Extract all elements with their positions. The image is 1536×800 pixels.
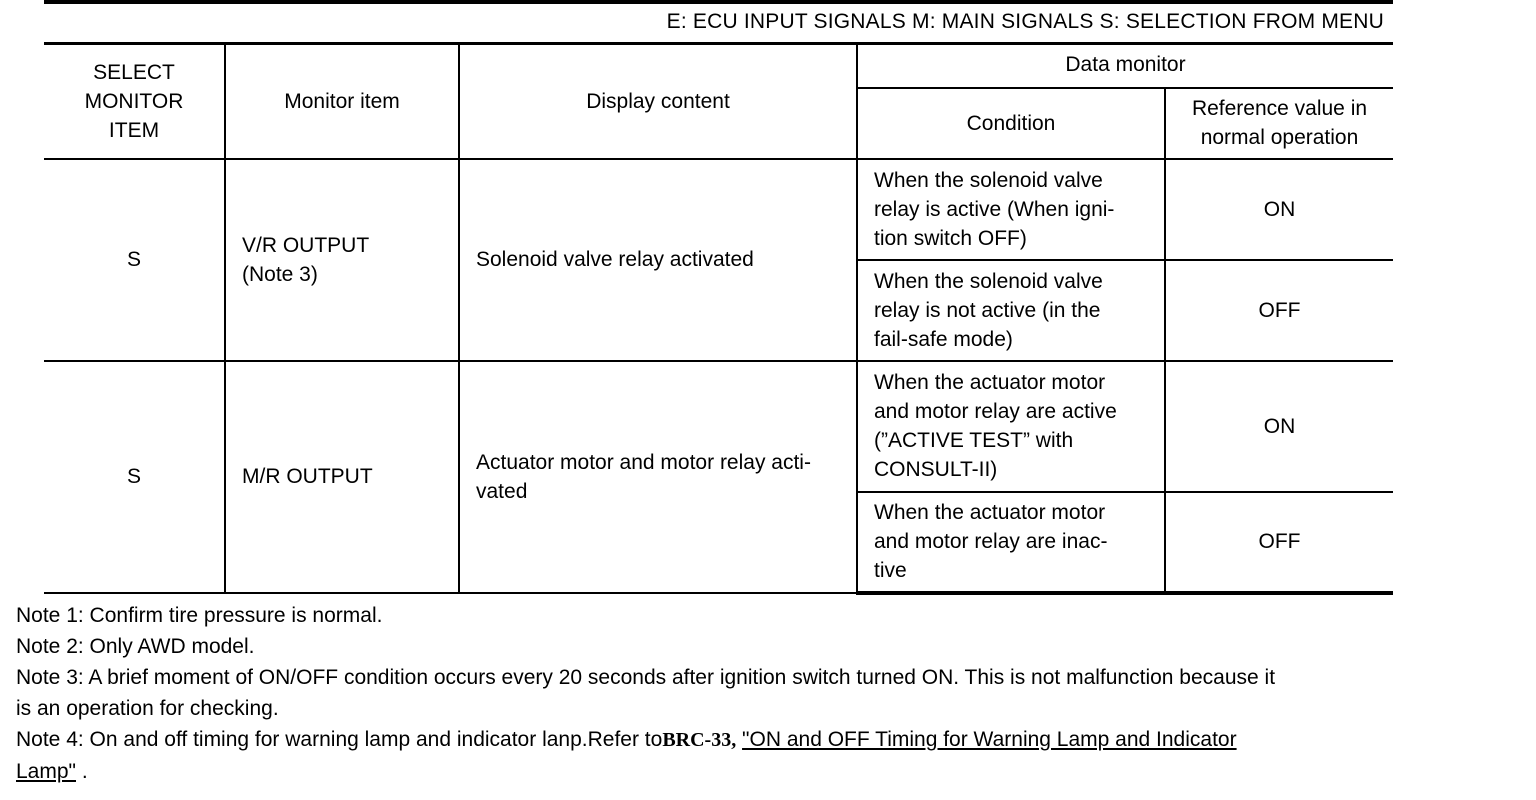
header-monitor-item: Monitor item [225,44,459,159]
display-content-line: Actuator motor and motor relay acti- [476,450,811,474]
note-4-reference: BRC-33, [662,729,737,751]
table-row [44,159,1393,260]
display-content-line: vated [476,479,528,503]
reference-value-cell: OFF [1165,492,1393,593]
select-cell: S [44,361,225,593]
monitor-item-document [44,0,1393,595]
condition-line: relay is active (When igni- [874,197,1115,221]
note-4-link[interactable]: "ON and OFF Timing for Warning Lamp and Indicator [742,728,1237,751]
table-row [44,361,1393,492]
select-cell: S [44,159,225,361]
header-reference-line: Reference value in [1191,97,1368,120]
condition-line: When the solenoid valve [874,269,1103,293]
note-4-suffix: . [81,760,88,783]
note-4-line-2 [16,756,1436,787]
note-3-line-1: Note 3: A brief moment of ON/OFF condition occurs every 20 seconds after ignition switch turned ON. This is not malfunction because it [16,666,1276,689]
monitor-item-line: (Note 3) [242,262,318,286]
monitor-item-cell [225,361,459,593]
data-monitor-table [44,42,1393,595]
note-3-line-2: is an operation for checking. [16,697,279,720]
legend-bar [44,0,1393,42]
condition-line: relay is not active (in the [874,298,1101,322]
header-row-1 [44,44,1393,88]
condition-line: When the actuator motor [874,371,1106,394]
header-display-content: Display content [459,44,857,159]
header-data-monitor: Data monitor [857,44,1393,88]
note-4-line-1 [16,724,1436,756]
condition-line: fail-safe mode) [874,327,1013,351]
header-reference-line: normal operation [1200,126,1359,149]
header-condition: Condition [857,88,1165,159]
display-content-line: Solenoid valve relay activated [476,248,754,271]
header-select-monitor-item [44,44,225,159]
condition-line: CONSULT-II) [874,458,998,481]
note-4-link-continued[interactable]: Lamp" [16,760,76,783]
reference-value-cell: ON [1165,159,1393,260]
condition-cell [857,260,1165,361]
condition-line: and motor relay are inac- [874,530,1108,553]
condition-line: and motor relay are active [874,400,1117,423]
header-select-line: SELECT [93,60,175,84]
condition-cell [857,361,1165,492]
header-reference-value [1165,88,1393,159]
header-select-line: MONITOR [84,89,184,113]
condition-line: (”ACTIVE TEST” with [874,429,1074,452]
legend-text: E: ECU INPUT SIGNALS M: MAIN SIGNALS S: SELECTION FROM MENU [666,10,1384,33]
condition-line: When the actuator motor [874,501,1106,524]
monitor-item-cell [225,159,459,361]
note-4-prefix: Note 4: On and off timing for warning lamp and indicator lanp.Refer to [16,728,663,751]
note-2: Note 2: Only AWD model. [16,635,255,658]
condition-cell [857,492,1165,593]
reference-value-cell: OFF [1165,260,1393,361]
display-content-cell [459,159,857,361]
condition-line: tive [874,559,907,582]
header-select-line: ITEM [108,118,160,142]
monitor-item-line: V/R OUTPUT [242,233,370,257]
monitor-item-line: M/R OUTPUT [242,465,373,488]
notes-section [16,600,1436,787]
display-content-cell [459,361,857,593]
condition-cell [857,159,1165,260]
condition-line: When the solenoid valve [874,168,1103,192]
note-1: Note 1: Confirm tire pressure is normal. [16,604,383,627]
condition-line: tion switch OFF) [874,226,1027,250]
reference-value-cell: ON [1165,361,1393,492]
